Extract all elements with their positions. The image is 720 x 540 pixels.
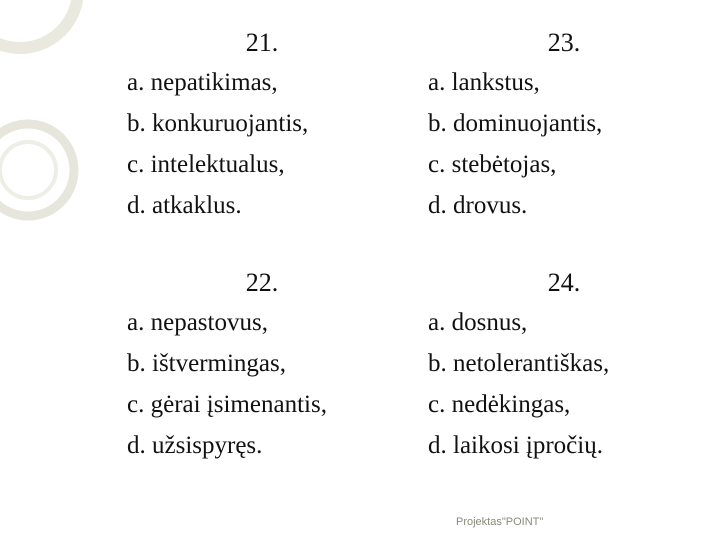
footer-project-label: Projektas"POINT" xyxy=(456,516,544,528)
question-number: 22. xyxy=(245,268,279,297)
option-list xyxy=(428,62,688,226)
option-a: a. nepatikimas, xyxy=(127,69,278,96)
option-b: b. netolerantiškas, xyxy=(428,350,610,377)
option-c: c. nedėkingas, xyxy=(428,391,571,418)
option-list xyxy=(127,302,387,466)
option-a: a. nepastovus, xyxy=(127,309,268,336)
question-21 xyxy=(127,24,387,226)
question-number: 24. xyxy=(547,268,581,297)
option-list xyxy=(428,302,688,466)
question-number: 23. xyxy=(547,28,581,57)
option-d: d. atkaklus. xyxy=(127,192,242,219)
question-23 xyxy=(428,24,688,226)
option-c: c. intelektualus, xyxy=(127,151,285,178)
question-22 xyxy=(127,264,387,466)
option-d: d. laikosi įpročių. xyxy=(428,432,603,459)
option-c: c. stebėtojas, xyxy=(428,151,557,178)
option-a: a. dosnus, xyxy=(428,309,528,336)
question-24 xyxy=(428,264,688,466)
option-d: d. užsispyręs. xyxy=(127,432,263,459)
option-b: b. konkuruojantis, xyxy=(127,110,309,137)
option-b: b. ištvermingas, xyxy=(127,350,287,377)
option-list xyxy=(127,62,387,226)
decorative-rings xyxy=(0,0,130,240)
option-a: a. lankstus, xyxy=(428,69,540,96)
option-c: c. gėrai įsimenantis, xyxy=(127,391,327,418)
question-number: 21. xyxy=(245,28,279,57)
option-d: d. drovus. xyxy=(428,192,528,219)
option-b: b. dominuojantis, xyxy=(428,110,603,137)
